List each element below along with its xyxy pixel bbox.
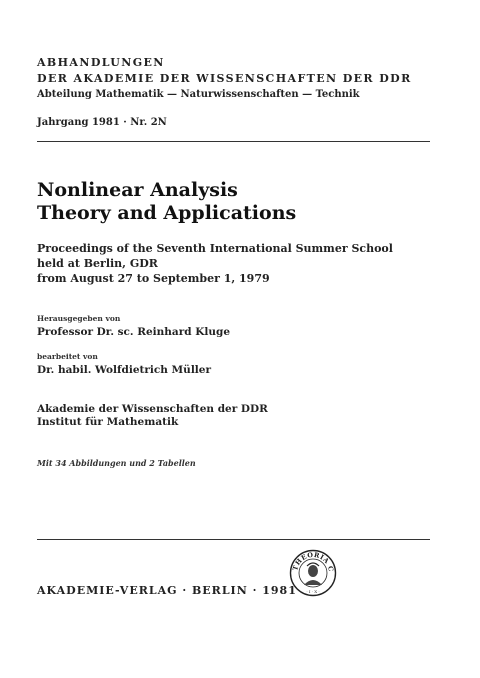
book-title-line2: Theory and Applications xyxy=(37,202,297,224)
reviser-name: Dr. habil. Wolfdietrich Müller xyxy=(37,364,212,376)
svg-text:THEORIA CUM PRAXI: THEORIA C xyxy=(291,550,336,573)
editor-name: Professor Dr. sc. Reinhard Kluge xyxy=(37,326,231,338)
proceedings-line2: held at Berlin, GDR xyxy=(37,257,158,270)
illustrations-note: Mit 34 Abbildungen und 2 Tabellen xyxy=(37,458,196,468)
bottom-rule xyxy=(37,539,430,540)
proceedings-line3: from August 27 to September 1, 1979 xyxy=(37,272,270,285)
publisher-imprint: AKADEMIE-VERLAG · BERLIN · 1981 xyxy=(37,584,297,597)
svg-text:· I · X ·: · I · X · xyxy=(306,589,320,594)
series-name-line1: ABHANDLUNGEN xyxy=(37,56,165,69)
book-title-line1: Nonlinear Analysis xyxy=(37,179,238,201)
proceedings-line1: Proceedings of the Seventh International Summer School xyxy=(37,242,393,255)
series-name-line2: DER AKADEMIE DER WISSENSCHAFTEN DER DDR xyxy=(37,72,412,85)
editor-role: Herausgegeben von xyxy=(37,314,121,323)
division-line: Abteilung Mathematik — Naturwissenschaften — Technik xyxy=(37,89,360,100)
institution-line2: Institut für Mathematik xyxy=(37,416,179,428)
volume-line: Jahrgang 1981 · Nr. 2N xyxy=(37,117,167,128)
institution-line1: Akademie der Wissenschaften der DDR xyxy=(37,403,268,415)
top-rule xyxy=(37,141,430,142)
reviser-role: bearbeitet von xyxy=(37,352,98,361)
